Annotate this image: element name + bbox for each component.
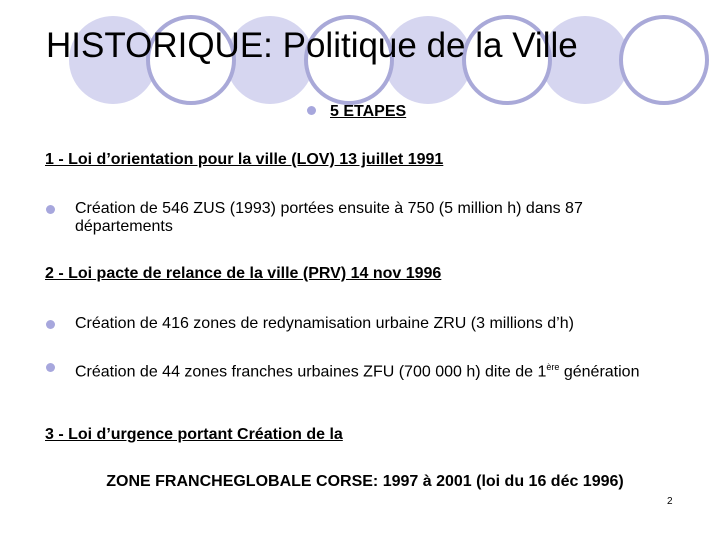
bullet-icon bbox=[46, 320, 55, 329]
intro-bullet-label: 5 ETAPES bbox=[330, 103, 407, 120]
list-item bbox=[46, 200, 666, 236]
slide-title: HISTORIQUE: Politique de la Ville bbox=[46, 26, 578, 65]
bullet-icon bbox=[307, 106, 316, 115]
section-heading-1: 1 - Loi d’orientation pour la ville (LOV) 13 juillet 1991 bbox=[45, 151, 444, 168]
bullet-icon bbox=[46, 363, 55, 372]
intro-bullet bbox=[307, 102, 406, 122]
list-item-text: Création de 44 zones franches urbaines ZFU (700 000 h) dite de 1ère génération bbox=[75, 362, 640, 381]
list-item bbox=[46, 315, 666, 333]
page-number: 2 bbox=[667, 496, 673, 507]
closing-statement: ZONE FRANCHEGLOBALE CORSE: 1997 à 2001 (loi du 16 déc 1996) bbox=[106, 473, 624, 490]
list-item-text: Création de 416 zones de redynamisation urbaine ZRU (3 millions d’h) bbox=[75, 315, 574, 332]
bullet-icon bbox=[46, 205, 55, 214]
list-item bbox=[46, 358, 666, 381]
section-heading-3: 3 - Loi d’urgence portant Création de la bbox=[45, 426, 343, 443]
list-item-text: Création de 546 ZUS (1993) portées ensuite à 750 (5 million h) dans 87 départements bbox=[75, 200, 583, 235]
section-heading-2: 2 - Loi pacte de relance de la ville (PRV) 14 nov 1996 bbox=[45, 265, 442, 282]
